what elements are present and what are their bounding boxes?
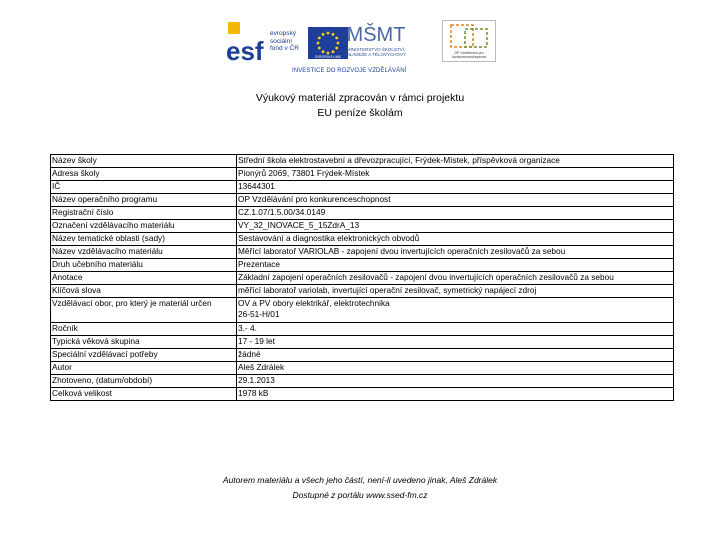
footer-source: Dostupné z portálu www.ssed-fm.cz xyxy=(292,490,428,500)
oppk-logo xyxy=(442,20,496,62)
table-row xyxy=(51,233,674,246)
row-value: Měřící laboratoř VARIOLAB - zapojení dvou invertujících operačních zesilovačů za sebou xyxy=(237,246,674,259)
msmt-text: MINISTERSTVO ŠKOLSTVÍ, MLÁDEŽE A TĚLOVÝCHOVY xyxy=(346,47,406,57)
row-label: Označení vzdělávacího materiálu xyxy=(51,220,237,233)
row-label: Autor xyxy=(51,362,237,375)
msmt-mark xyxy=(346,19,406,47)
table-row xyxy=(51,155,674,168)
table-row xyxy=(51,207,674,220)
table-row xyxy=(51,220,674,233)
row-label: Registrační číslo xyxy=(51,207,237,220)
row-label: Název operačního programu xyxy=(51,194,237,207)
row-label: Vzdělávací obor, pro který je materiál určen xyxy=(51,298,237,323)
table-row xyxy=(51,323,674,336)
table-row xyxy=(51,375,674,388)
esf-logo-text: evropský sociální fond v ČR xyxy=(270,30,299,52)
row-value: Základní zapojení operačních zesilovačů - zapojení dvou invertujících operačních zesilovačů za sebou xyxy=(237,272,674,285)
row-value: žádné xyxy=(237,349,674,362)
row-value: Sestavování a diagnostika elektronických obvodů xyxy=(237,233,674,246)
invest-slogan: INVESTICE DO ROZVOJE VZDĚLÁVÁNÍ xyxy=(292,68,407,74)
row-label: Speciální vzdělávací potřeby xyxy=(51,349,237,362)
info-table xyxy=(50,154,674,401)
row-label: Typická věková skupina xyxy=(51,336,237,349)
row-value: 29.1.2013 xyxy=(237,375,674,388)
table-row xyxy=(51,181,674,194)
row-value: měřící laboratoř variolab, invertující operační zesilovač, symetrický napájecí zdroj xyxy=(237,285,674,298)
row-value: 13644301 xyxy=(237,181,674,194)
table-row xyxy=(51,272,674,285)
table-row xyxy=(51,194,674,207)
row-label: Název školy xyxy=(51,155,237,168)
table-row xyxy=(51,298,674,323)
footer-author: Autorem materiálu a všech jeho částí, není-li uvedeno jinak, Aleš Zdrálek xyxy=(222,475,498,485)
row-value: Aleš Zdrálek xyxy=(237,362,674,375)
esf-mark xyxy=(226,20,266,68)
row-value: VY_32_INOVACE_5_15ZdrA_13 xyxy=(237,220,674,233)
row-value xyxy=(237,298,674,323)
row-label: Název tematické oblasti (sady) xyxy=(51,233,237,246)
table-row xyxy=(51,168,674,181)
row-value-line: 26-51-H/01 xyxy=(238,309,280,319)
row-value: 3.- 4. xyxy=(237,323,674,336)
logo-bar xyxy=(226,17,498,77)
table-row xyxy=(51,246,674,259)
table-row xyxy=(51,285,674,298)
row-label: Adresa školy xyxy=(51,168,237,181)
table-row xyxy=(51,336,674,349)
page-subtitle: EU peníze školám xyxy=(317,107,403,119)
table-row xyxy=(51,362,674,375)
eu-flag xyxy=(308,27,348,59)
row-value: CZ.1.07/1.5.00/34.0149 xyxy=(237,207,674,220)
row-value: OP Vzdělávání pro konkurenceschopnost xyxy=(237,194,674,207)
table-row xyxy=(51,349,674,362)
oppk-text: OP Vzdělávání pro konkurenceschopnost xyxy=(451,51,487,59)
eu-text: EVROPSKÁ UNIE xyxy=(314,55,342,59)
row-value: 17 - 19 let xyxy=(237,336,674,349)
msmt-brand-text: MŠMT xyxy=(346,24,406,46)
row-value-line: OV a PV obory elektrikář, elektrotechnika xyxy=(238,298,390,308)
row-value: Střední škola elektrostavební a dřevozpracující, Frýdek-Místek, příspěvková organizace xyxy=(237,155,674,168)
esf-brand-text: esf xyxy=(226,36,264,66)
row-value: Prezentace xyxy=(237,259,674,272)
msmt-logo xyxy=(346,19,406,67)
table-row xyxy=(51,388,674,401)
row-label: Druh učebního materiálu xyxy=(51,259,237,272)
row-label: Název vzdělávacího materiálu xyxy=(51,246,237,259)
row-label: Zhotoveno, (datum/období) xyxy=(51,375,237,388)
row-value: 1978 kB xyxy=(237,388,674,401)
page-title: Výukový materiál zpracován v rámci projektu xyxy=(255,92,465,104)
row-value: Pionýrů 2069, 73801 Frýdek-Místek xyxy=(237,168,674,181)
row-label: Ročník xyxy=(51,323,237,336)
row-label: Celková velikost xyxy=(51,388,237,401)
row-label: IČ xyxy=(51,181,237,194)
oppk-mark xyxy=(443,21,495,51)
table-row xyxy=(51,259,674,272)
row-label: Anotace xyxy=(51,272,237,285)
row-label: Klíčová slova xyxy=(51,285,237,298)
